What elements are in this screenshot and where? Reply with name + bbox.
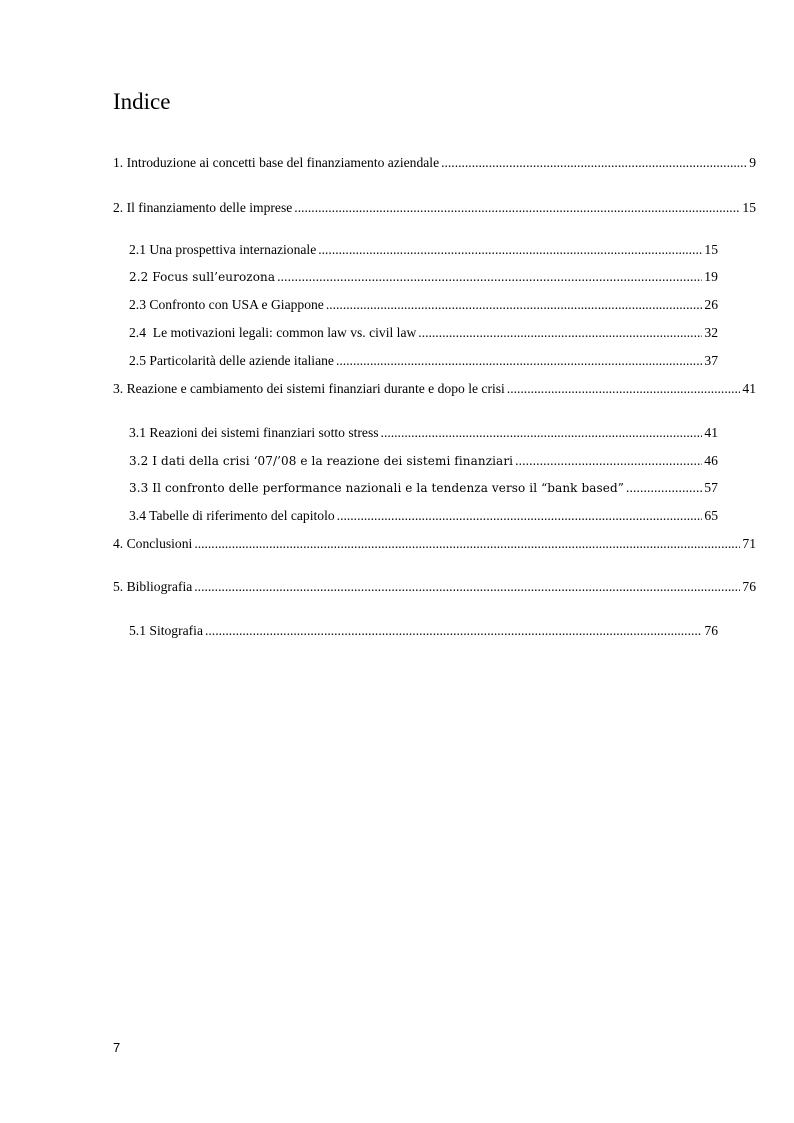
toc-entry-section-2-5[interactable] [129, 352, 718, 370]
toc-entry-label: 2.5 Particolarità delle aziende italiane [129, 353, 334, 368]
toc-entry-page: 76 [742, 579, 756, 594]
toc-entry-page: 32 [704, 325, 718, 340]
toc-dot-leader [326, 296, 703, 314]
toc-dot-leader [205, 622, 702, 640]
toc-dot-leader [194, 578, 740, 596]
toc-entry-label: 3.3 Il confronto delle performance nazionali e la tendenza verso il “bank based” [129, 481, 624, 495]
toc-entry-page: 65 [704, 508, 718, 523]
toc-entry-label: 2.2 Focus sull’eurozona [129, 270, 276, 284]
toc-dot-leader [381, 424, 703, 442]
toc-dot-leader [337, 507, 703, 525]
toc-dot-leader [277, 268, 702, 286]
toc-entry-page: 19 [704, 269, 718, 284]
toc-entry-section-2-3[interactable] [129, 296, 718, 314]
toc-entry-page: 37 [704, 353, 718, 368]
toc-entry-section-2-2[interactable] [129, 268, 718, 286]
toc-entry-label: 2.3 Confronto con USA e Giappone [129, 297, 324, 312]
toc-dot-leader [441, 154, 747, 172]
toc-entry-page: 26 [704, 297, 718, 312]
toc-entry-label: 5.1 Sitografia [129, 623, 203, 638]
toc-entry-page: 57 [704, 480, 718, 495]
toc-dot-leader [294, 199, 740, 217]
toc-dot-leader [515, 452, 702, 470]
toc-entry-label: 3.2 I dati della crisi ‘07/’08 e la reazione dei sistemi finanziari [129, 454, 514, 468]
toc-entry-section-3-3[interactable] [129, 479, 718, 497]
toc-entry-chapter-3[interactable] [113, 380, 756, 398]
toc-entry-section-2-1[interactable] [129, 241, 718, 259]
page-number: 7 [113, 1040, 121, 1055]
toc-dot-leader [418, 324, 702, 342]
toc-dot-leader [626, 479, 702, 497]
toc-entry-page: 76 [704, 623, 718, 638]
toc-entry-label: 1. Introduzione ai concetti base del finanziamento aziendale [113, 155, 440, 170]
toc-entry-chapter-5[interactable] [113, 578, 756, 596]
toc-entry-section-5-1[interactable] [129, 622, 718, 640]
toc-entry-label: 2.1 Una prospettiva internazionale [129, 242, 317, 257]
toc-entry-page: 46 [704, 453, 718, 468]
toc-dot-leader [194, 535, 740, 553]
toc-entry-page: 15 [742, 200, 756, 215]
toc-entry-label: 3.4 Tabelle di riferimento del capitolo [129, 508, 335, 523]
toc-entry-section-2-4[interactable] [129, 324, 718, 342]
toc-dot-leader [507, 380, 741, 398]
toc-dot-leader [336, 352, 702, 370]
toc-entry-label: 4. Conclusioni [113, 536, 193, 551]
toc-entry-section-3-4[interactable] [129, 507, 718, 525]
toc-entry-label: 5. Bibliografia [113, 579, 193, 594]
toc-entry-chapter-2[interactable] [113, 199, 756, 217]
toc-entry-page: 9 [749, 155, 756, 170]
toc-entry-page: 41 [704, 425, 718, 440]
toc-entry-section-3-2[interactable] [129, 452, 718, 470]
toc-entry-page: 41 [742, 381, 756, 396]
toc-entry-chapter-4[interactable] [113, 535, 756, 553]
toc-entry-label: 2.4 Le motivazioni legali: common law vs. civil law [129, 325, 417, 340]
toc-entry-section-3-1[interactable] [129, 424, 718, 442]
toc-entry-label: 3.1 Reazioni dei sistemi finanziari sotto stress [129, 425, 379, 440]
toc-entry-chapter-1[interactable] [113, 154, 756, 172]
toc-entry-page: 15 [704, 242, 718, 257]
toc-entry-label: 2. Il finanziamento delle imprese [113, 200, 293, 215]
toc-dot-leader [318, 241, 702, 259]
toc-entry-label: 3. Reazione e cambiamento dei sistemi finanziari durante e dopo le crisi [113, 381, 505, 396]
toc-entry-page: 71 [742, 536, 756, 551]
page-title: Indice [113, 89, 171, 114]
